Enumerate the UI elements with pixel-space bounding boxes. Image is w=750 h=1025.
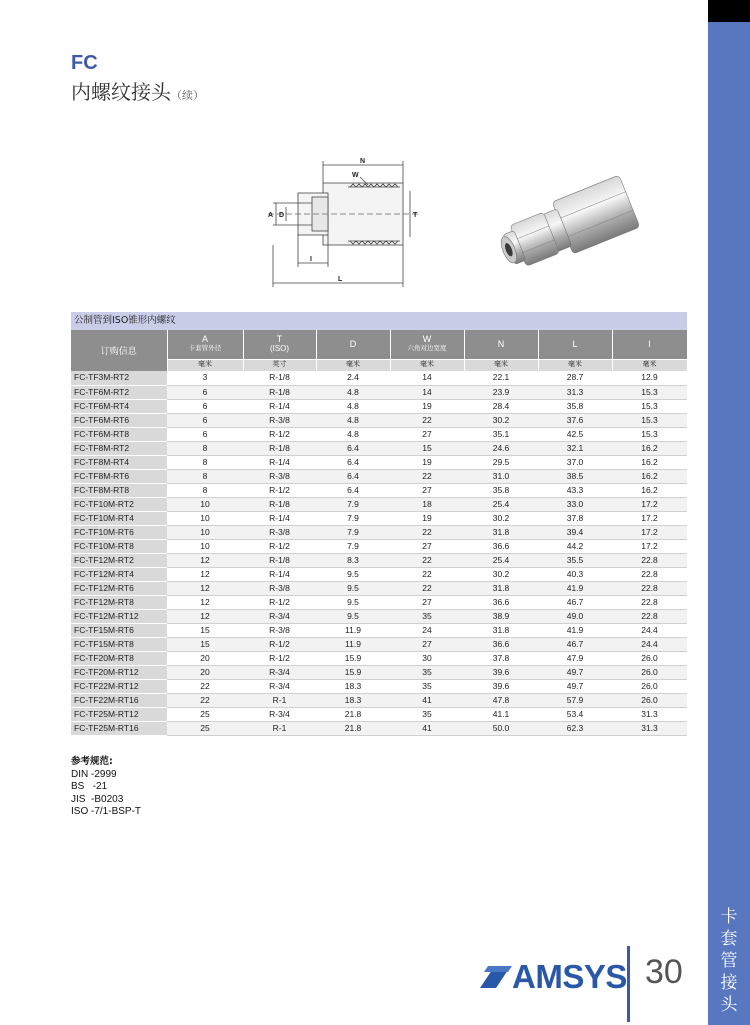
table-cell: 19 (390, 399, 464, 413)
table-cell: R-1 (243, 721, 316, 735)
order-code-cell: FC-TF25M-RT16 (71, 721, 167, 735)
table-cell: 16.2 (612, 483, 687, 497)
table-cell: R-1/2 (243, 483, 316, 497)
col-header-i: I (612, 330, 687, 359)
table-cell: 25 (167, 707, 243, 721)
table-cell: 10 (167, 539, 243, 553)
table-row (71, 399, 687, 413)
dim-label-a: A (268, 212, 274, 219)
table-cell: 22 (390, 413, 464, 427)
table-cell: 27 (390, 595, 464, 609)
table-cell: 39.4 (538, 525, 612, 539)
standard-item: BS -21 (71, 781, 108, 792)
table-cell: 32.1 (538, 441, 612, 455)
table-row (71, 441, 687, 455)
table-cell: 57.9 (538, 693, 612, 707)
standard-item: DIN -2999 (71, 768, 117, 780)
table-cell: 15.9 (316, 665, 390, 679)
col-header-d: D (316, 330, 390, 359)
dim-label-d: D (279, 212, 285, 219)
order-code-cell: FC-TF12M-RT6 (71, 581, 167, 595)
side-tab-top-block (708, 0, 750, 22)
table-row (71, 707, 687, 721)
table-cell: 17.2 (612, 539, 687, 553)
table-row (71, 721, 687, 735)
table-cell: 39.6 (464, 679, 538, 693)
table-cell: 31.8 (464, 581, 538, 595)
table-cell: 27 (390, 483, 464, 497)
table-cell: R-3/4 (243, 707, 316, 721)
table-cell: 35.8 (538, 399, 612, 413)
table-row (71, 595, 687, 609)
table-cell: 25.4 (464, 497, 538, 511)
table-cell: R-1/4 (243, 399, 316, 413)
order-code-cell: FC-TF20M-RT8 (71, 651, 167, 665)
table-cell: 37.0 (538, 455, 612, 469)
table-cell: 12 (167, 609, 243, 623)
table-cell: 6.4 (316, 455, 390, 469)
col-header-l: L (538, 330, 612, 359)
table-row (71, 497, 687, 511)
table-cell: 30 (390, 651, 464, 665)
col-header-t-label: T (276, 334, 283, 345)
side-tab-char: 套 (720, 929, 738, 949)
table-cell: 27 (390, 427, 464, 441)
table-cell: R-3/8 (243, 469, 316, 483)
table-cell: R-3/4 (243, 665, 316, 679)
col-header-t (243, 330, 316, 359)
order-code-cell: FC-TF10M-RT4 (71, 511, 167, 525)
standard-item: JIS -B0203 (71, 793, 124, 805)
table-cell: 7.9 (316, 511, 390, 525)
table-cell: R-1/8 (243, 385, 316, 399)
page-title-text: 内螺纹接头 (71, 80, 171, 104)
table-cell: 28.7 (538, 371, 612, 385)
table-cell: R-1/4 (243, 511, 316, 525)
table-cell: 22.8 (612, 595, 687, 609)
table-cell: 31.8 (464, 623, 538, 637)
table-row (71, 483, 687, 497)
table-cell: 38.9 (464, 609, 538, 623)
table-cell: R-3/4 (243, 679, 316, 693)
order-code-cell: FC-TF8M-RT2 (71, 441, 167, 455)
table-cell: 4.8 (316, 427, 390, 441)
spec-table-body (71, 371, 687, 735)
table-cell: R-1/2 (243, 651, 316, 665)
table-row (71, 385, 687, 399)
table-cell: 22 (167, 679, 243, 693)
table-cell: 16.2 (612, 469, 687, 483)
table-cell: 22 (390, 581, 464, 595)
table-cell: R-3/8 (243, 581, 316, 595)
table-cell: 7.9 (316, 539, 390, 553)
table-cell: 15.3 (612, 413, 687, 427)
table-row (71, 665, 687, 679)
table-cell: R-1/2 (243, 539, 316, 553)
table-cell: 35 (390, 679, 464, 693)
order-code-cell: FC-TF6M-RT8 (71, 427, 167, 441)
order-code-cell: FC-TF6M-RT4 (71, 399, 167, 413)
table-cell: 49.0 (538, 609, 612, 623)
table-cell: 15.9 (316, 651, 390, 665)
order-code-cell: FC-TF8M-RT8 (71, 483, 167, 497)
table-cell: 12 (167, 553, 243, 567)
table-row (71, 539, 687, 553)
table-cell: R-1/8 (243, 441, 316, 455)
col-header-a-label: A (201, 334, 208, 345)
table-cell: 22.1 (464, 371, 538, 385)
table-cell: 25 (167, 721, 243, 735)
table-cell: 9.5 (316, 595, 390, 609)
table-cell: 24 (390, 623, 464, 637)
side-tab (708, 0, 750, 1025)
table-cell: 17.2 (612, 511, 687, 525)
table-cell: 26.0 (612, 693, 687, 707)
table-cell: 18 (390, 497, 464, 511)
table-cell: 31.3 (538, 385, 612, 399)
table-cell: 30.2 (464, 567, 538, 581)
continued-label: （续） (171, 89, 204, 102)
table-cell: 35 (390, 609, 464, 623)
table-cell: 8.3 (316, 553, 390, 567)
table-cell: 30.2 (464, 511, 538, 525)
table-cell: 4.8 (316, 413, 390, 427)
table-cell: 26.0 (612, 651, 687, 665)
table-cell: 37.8 (464, 651, 538, 665)
order-code-cell: FC-TF6M-RT2 (71, 385, 167, 399)
table-cell: 22 (390, 525, 464, 539)
table-cell: 3 (167, 371, 243, 385)
table-cell: 4.8 (316, 385, 390, 399)
table-cell: 2.4 (316, 371, 390, 385)
table-cell: 31.8 (464, 525, 538, 539)
col-header-a (167, 330, 243, 359)
table-cell: 15.3 (612, 385, 687, 399)
standards-title: 参考规范: (71, 756, 113, 767)
table-cell: 20 (167, 665, 243, 679)
table-cell: 35.1 (464, 427, 538, 441)
table-cell: 25.4 (464, 553, 538, 567)
table-cell: 46.7 (538, 637, 612, 651)
table-cell: 41 (390, 721, 464, 735)
table-cell: R-1/8 (243, 497, 316, 511)
page-title (71, 76, 204, 105)
dim-label-w: W (352, 172, 359, 179)
table-cell: 22 (390, 553, 464, 567)
order-code-cell: FC-TF22M-RT16 (71, 693, 167, 707)
order-code-cell: FC-TF10M-RT8 (71, 539, 167, 553)
table-cell: 22 (390, 567, 464, 581)
table-row (71, 525, 687, 539)
dim-label-n: N (360, 158, 366, 165)
table-cell: 11.9 (316, 637, 390, 651)
table-cell: 31.3 (612, 707, 687, 721)
table-cell: 7.9 (316, 497, 390, 511)
side-tab-char: 管 (720, 951, 738, 971)
table-cell: 24.6 (464, 441, 538, 455)
table-row (71, 567, 687, 581)
standard-item: ISO -7/1-BSP-T (71, 806, 142, 817)
table-cell: 36.6 (464, 539, 538, 553)
table-cell: 15 (167, 637, 243, 651)
table-cell: 19 (390, 511, 464, 525)
table-cell: R-1/4 (243, 567, 316, 581)
table-row (71, 413, 687, 427)
table-cell: 62.3 (538, 721, 612, 735)
table-cell: 31.0 (464, 469, 538, 483)
table-cell: 22.8 (612, 581, 687, 595)
table-cell: 23.9 (464, 385, 538, 399)
table-cell: R-1/2 (243, 595, 316, 609)
table-cell: 4.8 (316, 399, 390, 413)
table-cell: 39.6 (464, 665, 538, 679)
table-cell: 21.8 (316, 707, 390, 721)
table-cell: 22.8 (612, 567, 687, 581)
unit-n: 毫米 (464, 359, 538, 371)
table-cell: 36.6 (464, 595, 538, 609)
table-cell: 27 (390, 637, 464, 651)
table-cell: 18.3 (316, 679, 390, 693)
table-row (71, 511, 687, 525)
table-cell: 8 (167, 483, 243, 497)
side-tab-label (708, 906, 750, 1016)
table-cell: 16.2 (612, 455, 687, 469)
table-cell: R-3/8 (243, 413, 316, 427)
table-cell: 22 (390, 469, 464, 483)
table-cell: 43.3 (538, 483, 612, 497)
table-cell: 17.2 (612, 525, 687, 539)
table-cell: 50.0 (464, 721, 538, 735)
table-cell: 47.8 (464, 693, 538, 707)
table-cell: 16.2 (612, 441, 687, 455)
table-row (71, 427, 687, 441)
table-cell: R-1/8 (243, 553, 316, 567)
table-row (71, 455, 687, 469)
table-cell: 29.5 (464, 455, 538, 469)
table-cell: 8 (167, 441, 243, 455)
table-cell: 37.8 (538, 511, 612, 525)
dimension-table (71, 312, 687, 736)
table-cell: 22.8 (612, 553, 687, 567)
table-cell: 26.0 (612, 665, 687, 679)
order-code-cell: FC-TF6M-RT6 (71, 413, 167, 427)
table-cell: 22 (167, 693, 243, 707)
table-cell: 36.6 (464, 637, 538, 651)
table-cell: 49.7 (538, 665, 612, 679)
table-cell: 6.4 (316, 469, 390, 483)
table-cell: R-1 (243, 693, 316, 707)
order-code-cell: FC-TF8M-RT4 (71, 455, 167, 469)
table-cell: 24.4 (612, 623, 687, 637)
table-cell: 6 (167, 427, 243, 441)
order-code-cell: FC-TF15M-RT8 (71, 637, 167, 651)
table-cell: 35 (390, 707, 464, 721)
table-row (71, 553, 687, 567)
table-cell: 41 (390, 693, 464, 707)
order-code-cell: FC-TF3M-RT2 (71, 371, 167, 385)
table-cell: R-1/4 (243, 455, 316, 469)
table-cell: 12 (167, 595, 243, 609)
col-header-a-sub: 卡套管外径 (188, 345, 222, 353)
side-tab-char: 卡 (720, 907, 738, 927)
reference-standards (71, 756, 141, 819)
table-row (71, 469, 687, 483)
col-header-w (390, 330, 464, 359)
table-row (71, 651, 687, 665)
table-cell: 14 (390, 371, 464, 385)
table-cell: R-3/8 (243, 525, 316, 539)
table-caption: 公制管到ISO锥形内螺纹 (71, 312, 687, 330)
table-row (71, 693, 687, 707)
unit-t: 英寸 (243, 359, 316, 371)
table-cell: 18.3 (316, 693, 390, 707)
table-cell: 41.9 (538, 581, 612, 595)
table-cell: 41.1 (464, 707, 538, 721)
order-code-cell: FC-TF8M-RT6 (71, 469, 167, 483)
table-cell: 24.4 (612, 637, 687, 651)
spec-table (71, 330, 688, 736)
table-cell: 15.3 (612, 427, 687, 441)
order-code-cell: FC-TF12M-RT2 (71, 553, 167, 567)
table-cell: 38.5 (538, 469, 612, 483)
dim-label-l: L (338, 276, 343, 283)
unit-w: 毫米 (390, 359, 464, 371)
table-cell: 6 (167, 399, 243, 413)
col-header-order: 订购信息 (71, 330, 167, 371)
table-cell: 15 (390, 441, 464, 455)
table-cell: 42.5 (538, 427, 612, 441)
unit-a: 毫米 (167, 359, 243, 371)
table-cell: 11.9 (316, 623, 390, 637)
table-cell: 49.7 (538, 679, 612, 693)
table-cell: 35.8 (464, 483, 538, 497)
table-cell: 41.9 (538, 623, 612, 637)
table-cell: 27 (390, 539, 464, 553)
order-code-cell: FC-TF15M-RT6 (71, 623, 167, 637)
table-cell: 6.4 (316, 483, 390, 497)
table-cell: 9.5 (316, 609, 390, 623)
table-row (71, 581, 687, 595)
table-cell: 6 (167, 385, 243, 399)
table-cell: R-3/4 (243, 609, 316, 623)
table-cell: 12 (167, 567, 243, 581)
table-cell: 9.5 (316, 567, 390, 581)
order-code-cell: FC-TF22M-RT12 (71, 679, 167, 693)
table-cell: 12 (167, 581, 243, 595)
dim-label-i: I (310, 256, 312, 263)
table-cell: 17.2 (612, 497, 687, 511)
table-cell: 15 (167, 623, 243, 637)
table-row (71, 623, 687, 637)
table-cell: 26.0 (612, 679, 687, 693)
footer-divider (627, 946, 630, 1022)
table-cell: 7.9 (316, 525, 390, 539)
table-cell: 6 (167, 413, 243, 427)
table-cell: 37.6 (538, 413, 612, 427)
table-cell: 35 (390, 665, 464, 679)
unit-d: 毫米 (316, 359, 390, 371)
order-code-cell: FC-TF12M-RT12 (71, 609, 167, 623)
order-code-cell: FC-TF10M-RT6 (71, 525, 167, 539)
table-cell: 28.4 (464, 399, 538, 413)
table-cell: 44.2 (538, 539, 612, 553)
table-cell: 19 (390, 455, 464, 469)
table-cell: 33.0 (538, 497, 612, 511)
table-cell: 20 (167, 651, 243, 665)
table-cell: 8 (167, 455, 243, 469)
table-cell: 53.4 (538, 707, 612, 721)
fitting-dimension-drawing (268, 155, 428, 290)
table-cell: R-1/2 (243, 637, 316, 651)
unit-i: 毫米 (612, 359, 687, 371)
amsys-logo-text: AMSYS (512, 958, 627, 995)
side-tab-char: 头 (720, 995, 738, 1015)
order-code-cell: FC-TF12M-RT4 (71, 567, 167, 581)
product-code: FC (71, 52, 98, 74)
page-number: 30 (645, 953, 683, 991)
table-cell: 31.3 (612, 721, 687, 735)
table-cell: R-1/8 (243, 371, 316, 385)
table-cell: 9.5 (316, 581, 390, 595)
table-cell: 30.2 (464, 413, 538, 427)
order-code-cell: FC-TF25M-RT12 (71, 707, 167, 721)
table-cell: 8 (167, 469, 243, 483)
col-header-t-sub: (ISO) (269, 344, 290, 354)
table-cell: 10 (167, 497, 243, 511)
table-cell: 47.9 (538, 651, 612, 665)
table-cell: 40.3 (538, 567, 612, 581)
col-header-w-label: W (422, 334, 432, 345)
table-cell: 12.9 (612, 371, 687, 385)
table-cell: R-1/2 (243, 427, 316, 441)
col-header-w-sub: 六角对边宽度 (407, 345, 447, 353)
table-cell: 6.4 (316, 441, 390, 455)
table-row (71, 609, 687, 623)
dim-label-t: T (413, 212, 418, 219)
col-header-n: N (464, 330, 538, 359)
table-cell: 10 (167, 511, 243, 525)
order-code-cell: FC-TF12M-RT8 (71, 595, 167, 609)
fitting-product-photo (493, 170, 643, 285)
table-cell: 15.3 (612, 399, 687, 413)
table-row (71, 371, 687, 385)
table-row (71, 637, 687, 651)
table-cell: 21.8 (316, 721, 390, 735)
order-code-cell: FC-TF10M-RT2 (71, 497, 167, 511)
standards-list (71, 769, 141, 819)
table-cell: R-3/8 (243, 623, 316, 637)
table-cell: 35.5 (538, 553, 612, 567)
table-row (71, 679, 687, 693)
table-cell: 10 (167, 525, 243, 539)
table-cell: 46.7 (538, 595, 612, 609)
table-cell: 14 (390, 385, 464, 399)
table-cell: 22.8 (612, 609, 687, 623)
order-code-cell: FC-TF20M-RT12 (71, 665, 167, 679)
side-tab-char: 接 (720, 973, 738, 993)
unit-l: 毫米 (538, 359, 612, 371)
